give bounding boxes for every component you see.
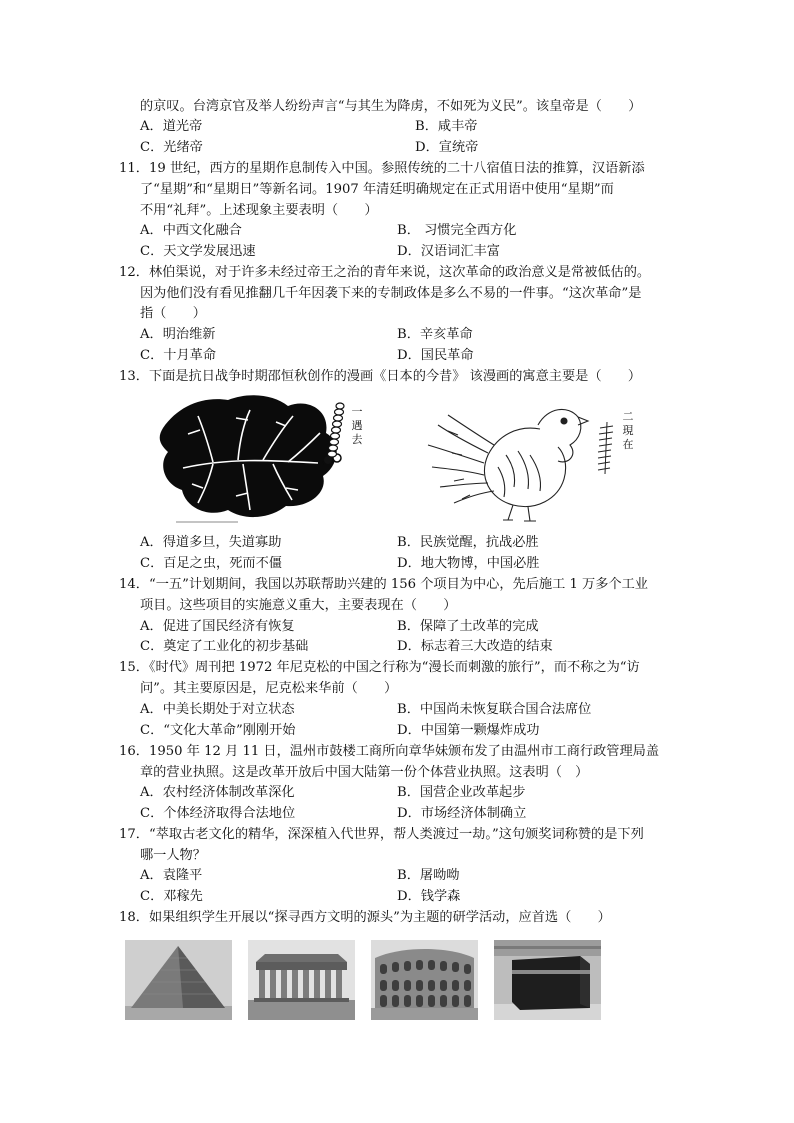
q12-stem-line: 指（ ） xyxy=(140,306,206,321)
q13-option-c: C．百足之虫，死而不僵 xyxy=(140,556,282,571)
q17-option-b: B．屠呦呦 xyxy=(397,868,460,883)
q12-option-a: A．明治维新 xyxy=(140,327,216,342)
q14-option-b: B．保障了土改革的完成 xyxy=(397,619,539,634)
q14-option-a: A．促进了国民经济有恢复 xyxy=(140,619,295,634)
caterpillar-icon xyxy=(318,400,348,470)
q15-stem-line: 15．《时代》周刊把 1972 年尼克松的中国之行称为“漫长而刺激的旅行”，而不称之为“访 xyxy=(119,660,640,675)
q11-option-a: A．中西文化融合 xyxy=(140,223,242,238)
q12-stem-line: 12．林伯渠说，对于许多未经过帝王之治的青年来说，这次革命的政治意义是常被低估的。 xyxy=(119,265,651,280)
q12-option-c: C．十月革命 xyxy=(140,348,217,363)
q13-option-d: D．地大物博，中国必胜 xyxy=(397,556,540,571)
q16-option-b: B．国营企业改革起步 xyxy=(397,785,526,800)
q12-option-b: B．辛亥革命 xyxy=(397,327,473,342)
q11-option-d: D．汉语词汇丰富 xyxy=(397,244,500,259)
q15-option-d: D．中国第一颗爆炸成功 xyxy=(397,723,540,738)
q13-option-a: A．得道多旦，失道寡助 xyxy=(140,535,282,550)
q16-option-c: C．个体经济取得合法地位 xyxy=(140,806,296,821)
parthenon-photo xyxy=(248,940,355,1020)
pyramid-photo xyxy=(125,940,232,1020)
q16-stem-line: 16．1950 年 12 月 11 日，温州市鼓楼工商所向章华妹颁布发了由温州市工商行政管理局盖 xyxy=(119,744,660,759)
q10-tail: 的京叹。台湾京官及举人纷纷声言“与其生为降虏，不如死为义民”。该皇帝是（ ） xyxy=(140,99,642,114)
centipede-icon xyxy=(596,418,618,478)
q13-option-b: B．民族觉醒，抗战必胜 xyxy=(397,535,539,550)
q14-stem-line: 14．“一五”计划期间，我国以苏联帮助兴建的 156 个项目为中心，先后施工 1 万多个工业 xyxy=(119,577,648,592)
q11-option-c: C．天文学发展迅速 xyxy=(140,244,256,259)
q10-option-d: D．宣统帝 xyxy=(415,140,479,155)
q11-stem-line: 不用“礼拜”。上述现象主要表明（ ） xyxy=(140,203,378,218)
q11-stem-line: 了“星期”和“星期日”等新名词。1907 年清廷明确规定在正式用语中使用“星期”而 xyxy=(140,182,614,197)
q17-stem-line: 哪一人物？ xyxy=(140,848,206,863)
q17-option-d: D．钱学森 xyxy=(397,889,461,904)
q16-stem-line: 章的营业执照。这是改革开放后中国大陆第一份个体营业执照。这表明（ ） xyxy=(140,765,589,780)
q10-option-c: C．光绪帝 xyxy=(140,140,203,155)
q12-stem-line: 因为他们没有看见推翻几千年因袭下来的专制政体是多么不易的一件事。“这次革命”是 xyxy=(140,286,642,301)
q15-option-a: A．中美长期处于对立状态 xyxy=(140,702,295,717)
q11-stem-line: 11．19 世纪，西方的星期作息制传入中国。参照传统的二十八宿值日法的推算，汉语新添 xyxy=(119,161,645,176)
cartoon-left-caption: 一遇去 xyxy=(351,405,363,446)
colosseum-photo xyxy=(371,940,478,1020)
q14-option-d: D．标志着三大改造的结束 xyxy=(397,639,553,654)
q10-option-b: B．咸丰帝 xyxy=(415,119,478,134)
q17-stem-line: 17．“萃取古老文化的精华，深深植入代世界，帮人类渡过一劫。”这句颁奖词称赞的是下列 xyxy=(119,827,644,842)
q14-option-c: C．奠定了工业化的初步基础 xyxy=(140,639,309,654)
q17-option-a: A．袁隆平 xyxy=(140,868,203,883)
q13-stem-line: 13．下面是抗日战争时期邵恒秋创作的漫画《日本的今昔》 该漫画的寓意主要是（ ） xyxy=(119,369,642,384)
q14-stem-line: 项目。这些项目的实施意义重大，主要表现在（ ） xyxy=(140,598,457,613)
q16-option-d: D．市场经济体制确立 xyxy=(397,806,527,821)
q10-option-a: A．道光帝 xyxy=(140,119,203,134)
q12-option-d: D．国民革命 xyxy=(397,348,474,363)
q18-stem-line: 18．如果组织学生开展以“探寻西方文明的源头”为主题的研学活动，应首选（ ） xyxy=(119,910,611,925)
kaaba-photo xyxy=(494,940,601,1020)
cartoon-right-caption: 二現在 xyxy=(622,410,634,451)
q15-option-c: C．“文化大革命”刚刚开始 xyxy=(140,723,296,738)
q16-option-a: A．农村经济体制改革深化 xyxy=(140,785,295,800)
q15-stem-line: 问”。其主要原因是，尼克松来华前（ ） xyxy=(140,681,398,696)
q17-option-c: C．邓稼先 xyxy=(140,889,203,904)
cartoon-present-chicken xyxy=(418,395,603,525)
q15-option-b: B．中国尚未恢复联合国合法席位 xyxy=(397,702,592,717)
q11-option-b: B． 习惯完全西方化 xyxy=(397,223,517,238)
